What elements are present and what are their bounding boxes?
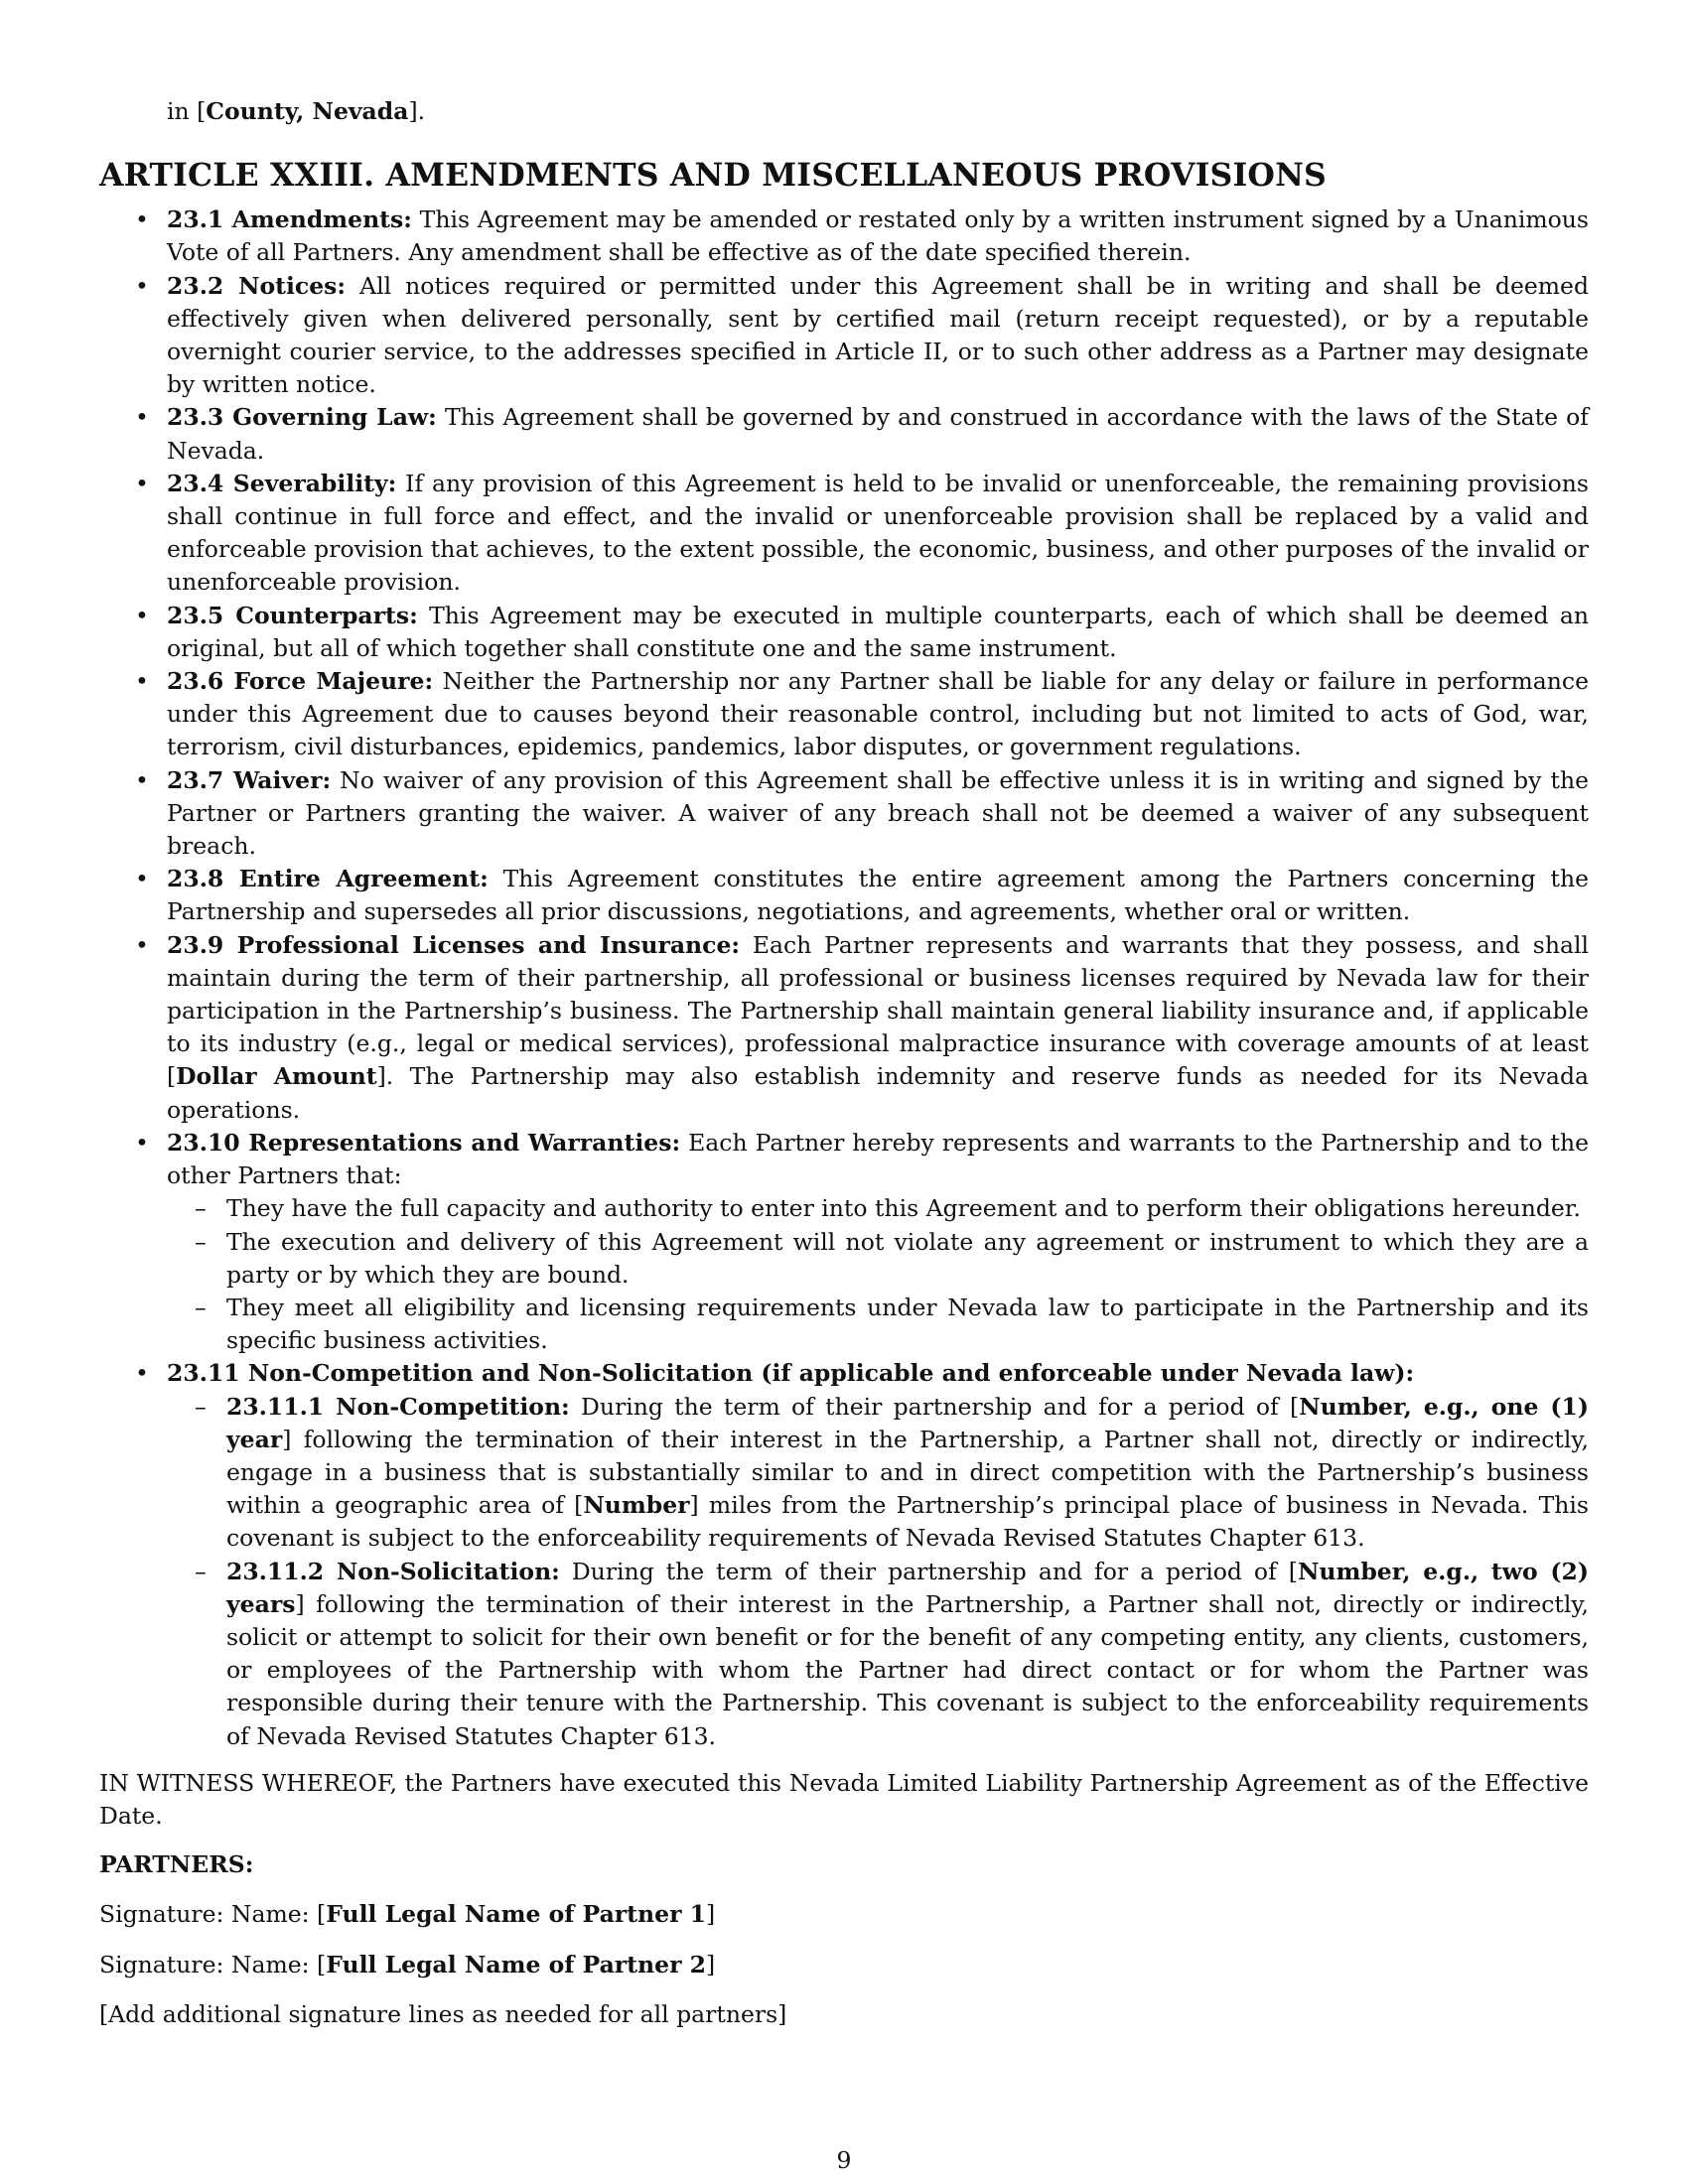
list-item: • 23.8 Entire Agreement: This Agreement constitutes the entire agreement among the Partners concerning the Partnership and supersedes all prior discussions, negotiations, and agreements, whether oral or written. [99, 863, 1589, 928]
list-item: • 23.1 Amendments: This Agreement may be amended or restated only by a written instrument signed by a Unanimous Vote of all Partners. Any amendment shall be effective as of the date specified therein. [99, 204, 1589, 269]
sub-list-item-nonsolicit: – 23.11.2 Non-Solicitation: During the term of their partnership and for a period of [Number, e.g., two (2) years] following the termination of their interest in the Partnership, a Partner shall not, directly or indirectly, solicit or attempt to solicit for their own benefit or for the benefit of any competing entity, any clients, customers, or employees of the Partnership with whom the Partner had direct contact or for whom the Partner was responsible during their tenure with the Partnership. This covenant is subject to the enforceability requirements of Nevada Revised Statutes Chapter 613. [167, 1556, 1589, 1753]
list-item-representations: • 23.10 Representations and Warranties: Each Partner hereby represents and warrants to the Partnership and to the other Partners that: – They have the full capacity and authority to enter into this Agreement and to perform their obligations hereunder. – The execution and delivery of this Agreement will not violate any agreement or instrument to which they are a party or by which they are bound. – They meet all eligibility and licensing requirements under Nevada law to participate in the Partnership and its specific business activities. [99, 1127, 1589, 1357]
list-item: • 23.6 Force Majeure: Neither the Partnership nor any Partner shall be liable for any delay or failure in performance under this Agreement due to causes beyond their reasonable control, including but not limited to acts of God, war, terrorism, civil disturbances, epidemics, pandemics, labor disputes, or government regulations. [99, 665, 1589, 764]
list-item: • 23.3 Governing Law: This Agreement shall be governed by and construed in accordance with the laws of the State of Nevada. [99, 401, 1589, 467]
article-heading: ARTICLE XXIII. AMENDMENTS AND MISCELLANEOUS PROVISIONS [99, 157, 1328, 195]
sub-list-item-noncompete: – 23.11.1 Non-Competition: During the term of their partnership and for a period of [Number, e.g., one (1) year] following the termination of their interest in the Partnership, a Partner shall not, directly or indirectly, engage in a business that is substantially similar to and in direct competition with the Partnership’s business within a geographic area of [Number] miles from the Partnership’s principal place of business in Nevada. This covenant is subject to the enforceability requirements of Nevada Revised Statutes Chapter 613. [167, 1391, 1589, 1556]
sub-list-item: – The execution and delivery of this Agreement will not violate any agreement or instrument to which they are a party or by which they are bound. [167, 1226, 1589, 1292]
list-item-licenses-insurance: • 23.9 Professional Licenses and Insurance: Each Partner represents and warrants that they possess, and shall maintain during the term of their partnership, all professional or business licenses required by Nevada law for their participation in the Partnership’s business. The Partnership shall maintain general liability insurance and, if applicable to its industry (e.g., legal or medical services), professional malpractice insurance with coverage amounts of at least [Dollar Amount]. The Partnership may also establish indemnity and reserve funds as needed for its Nevada operations. [99, 929, 1589, 1127]
sub-list-item: – They have the full capacity and authority to enter into this Agreement and to perform their obligations hereunder. [167, 1192, 1589, 1225]
signature-line-partner-1: Signature: Name: [Full Legal Name of Partner 1] [99, 1900, 716, 1929]
partners-heading: PARTNERS: [99, 1850, 254, 1879]
document-page [99, 95, 1589, 2031]
list-item: • 23.7 Waiver: No waiver of any provision of this Agreement shall be effective unless it is in writing and signed by the Partner or Partners granting the waiver. A waiver of any breach shall not be deemed a waiver of any subsequent breach. [99, 764, 1589, 864]
provisions-list [99, 204, 1589, 1753]
county-line: in [County, Nevada]. [167, 97, 426, 125]
list-item: • 23.4 Severability: If any provision of this Agreement is held to be invalid or unenforceable, the remaining provisions shall continue in full force and effect, and the invalid or unenforceable provision shall be replaced by a valid and enforceable provision that achieves, to the extent possible, the economic, business, and other purposes of the invalid or unenforceable provision. [99, 468, 1589, 600]
representations-sublist [167, 1192, 1589, 1357]
noncompetition-sublist [167, 1391, 1589, 1753]
sub-list-item: – They meet all eligibility and licensing requirements under Nevada law to participate in the Partnership and its specific business activities. [167, 1292, 1589, 1357]
list-item-noncompetition: • 23.11 Non-Competition and Non-Solicitation (if applicable and enforceable under Nevada law): – 23.11.1 Non-Competition: During the term of their partnership and for a period of [Number, e.g., one (1) year] following the termination of their interest in the Partnership, a Partner shall not, directly or indirectly, engage in a business that is substantially similar to and in direct competition with the Partnership’s business within a geographic area of [Number] miles from the Partnership’s principal place of business in Nevada. This covenant is subject to the enforceability requirements of Nevada Revised Statutes Chapter 613. – 23.11.2 Non-Solicitation: During the term of their partnership and for a period of [Number, e.g., two (2) years] following the termination of their interest in the Partnership, a Partner shall not, directly or indirectly, solicit or attempt to solicit for their own benefit or for the benefit of any competing entity, any clients, customers, or employees of the Partnership with whom the Partner had direct contact or for whom the Partner was responsible during their tenure with the Partnership. This covenant is subject to the enforceability requirements of Nevada Revised Statutes Chapter 613. [99, 1357, 1589, 1752]
page-number: 9 [836, 2146, 852, 2174]
list-item: • 23.2 Notices: All notices required or permitted under this Agreement shall be in writing and shall be deemed effectively given when delivered personally, sent by certified mail (return receipt requested), or by a reputable overnight courier service, to the addresses specified in Article II, or to such other address as a Partner may designate by written notice. [99, 270, 1589, 402]
witness-paragraph: IN WITNESS WHEREOF, the Partners have executed this Nevada Limited Liability Partnership Agreement as of the Effective Date. [99, 1768, 1589, 1830]
list-item: • 23.5 Counterparts: This Agreement may be executed in multiple counterparts, each of which shall be deemed an original, but all of which together shall constitute one and the same instrument. [99, 600, 1589, 665]
signature-note: [Add additional signature lines as needed for all partners] [99, 1999, 787, 2028]
signature-line-partner-2: Signature: Name: [Full Legal Name of Partner 2] [99, 1950, 716, 1979]
